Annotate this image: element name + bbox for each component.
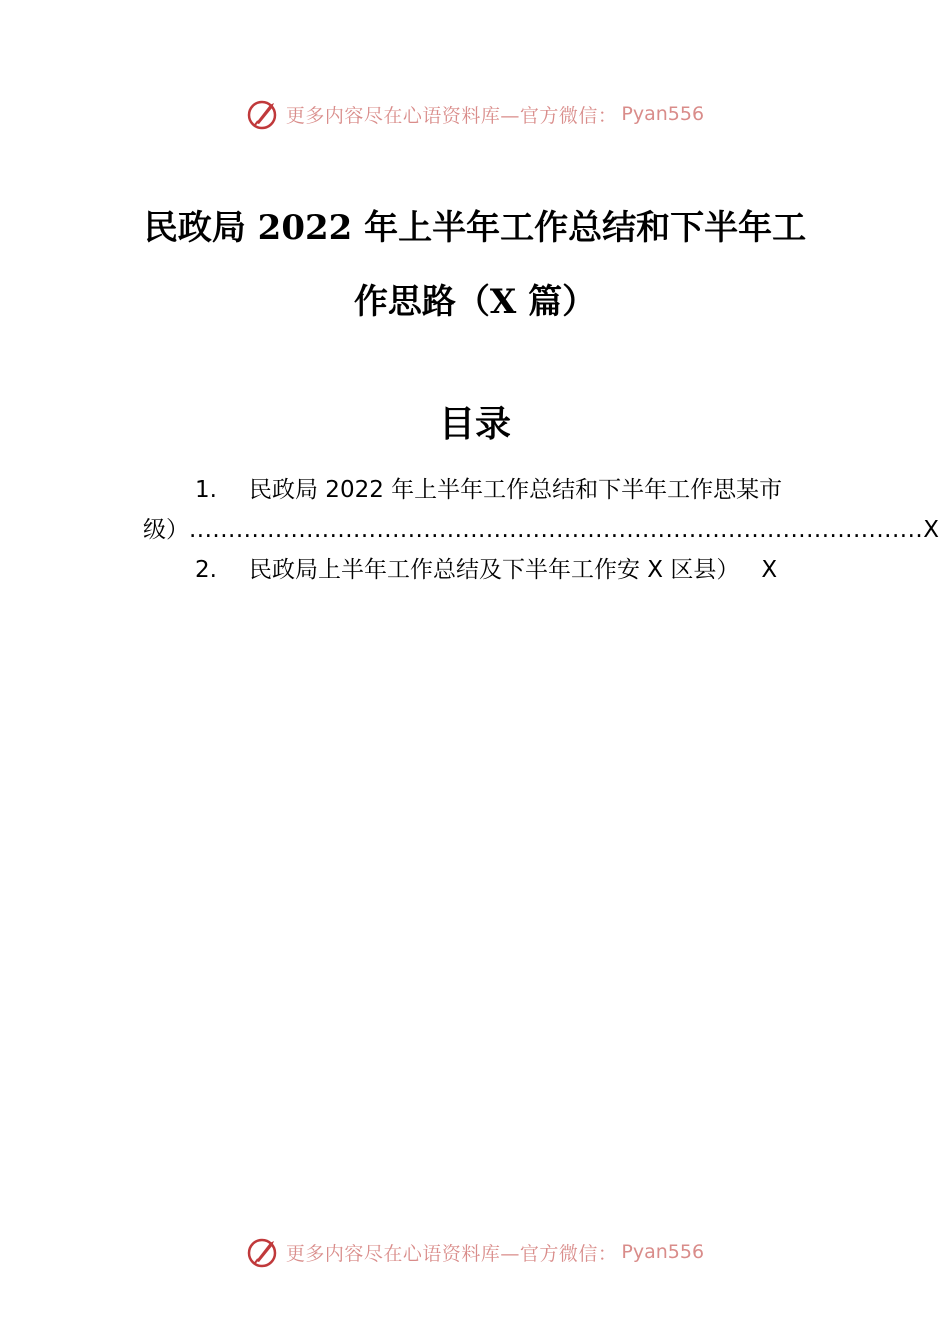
watermark-wechat-id: Pyan556 [621, 1241, 705, 1263]
toc-entry-text-continuation: 级） [143, 517, 189, 543]
quill-logo-icon [246, 97, 280, 131]
watermark-wechat-id: Pyan556 [621, 103, 705, 125]
toc-dot-leader: .............................................................................................. [189, 517, 924, 543]
toc-entry-page: X [761, 557, 778, 583]
toc-entry-text: 民政局上半年工作总结及下半年工作安 X 区县） [249, 557, 740, 583]
toc-entry-number: 1. [195, 477, 217, 503]
toc-entry-text: 民政局 2022 年上半年工作总结和下半年工作思某市 [249, 477, 783, 503]
quill-logo-icon [246, 1235, 280, 1269]
watermark-text: 更多内容尽在心语资料库—官方微信： [285, 1242, 618, 1265]
footer-watermark [0, 1232, 950, 1272]
toc-entry-page: X [923, 517, 940, 543]
document-title-line-2: 作思路（X 篇） [353, 282, 597, 322]
document-title-line-1: 民政局 2022 年上半年工作总结和下半年工 [143, 208, 807, 248]
watermark-text: 更多内容尽在心语资料库—官方微信： [285, 104, 618, 127]
header-watermark [0, 94, 950, 134]
toc-entry-1[interactable] [195, 475, 782, 505]
toc-entry-1-continuation[interactable] [143, 515, 940, 545]
toc-entry-number: 2. [195, 557, 217, 583]
toc-entry-2[interactable] [195, 555, 777, 585]
toc-heading: 目录 [438, 403, 511, 445]
